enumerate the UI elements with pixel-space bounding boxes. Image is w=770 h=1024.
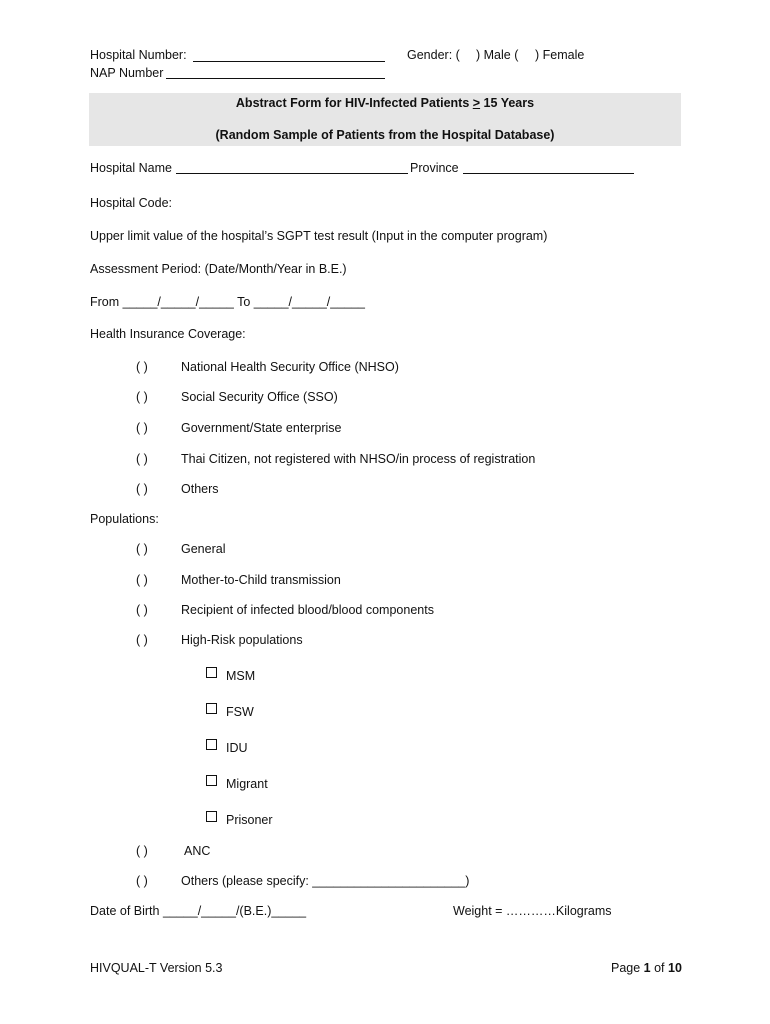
checkbox-msm[interactable] <box>206 667 217 678</box>
province-label: Province <box>410 161 459 175</box>
population-radio[interactable]: ( ) <box>136 542 148 556</box>
insurance-radio[interactable]: ( ) <box>136 390 148 404</box>
insurance-radio[interactable]: ( ) <box>136 360 148 374</box>
page-number: Page 1 of 10 <box>611 961 682 975</box>
insurance-option: Others <box>181 482 219 496</box>
insurance-option: Social Security Office (SSO) <box>181 390 338 404</box>
insurance-radio[interactable]: ( ) <box>136 482 148 496</box>
footer-version: HIVQUAL-T Version 5.3 <box>90 961 223 975</box>
high-risk-label: Migrant <box>226 777 268 791</box>
high-risk-label: IDU <box>226 741 248 755</box>
gender-male-option[interactable]: ) Male ( <box>476 48 519 62</box>
high-risk-label: FSW <box>226 705 254 719</box>
form-title: Abstract Form for HIV-Infected Patients > 15 Years <box>235 96 535 110</box>
nap-number-label: NAP Number <box>90 66 164 80</box>
gender-prefix: Gender: ( <box>407 48 460 62</box>
assessment-period-label: Assessment Period: (Date/Month/Year in B.E.) <box>90 262 347 276</box>
population-option: Mother-to-Child transmission <box>181 573 341 587</box>
population-radio[interactable]: ( ) <box>136 874 148 888</box>
nap-number-field[interactable] <box>166 78 385 79</box>
form-title-banner <box>89 93 681 146</box>
sgpt-text: Upper limit value of the hospital’s SGPT test result (Input in the computer program) <box>90 229 548 243</box>
hospital-name-label: Hospital Name <box>90 161 172 175</box>
province-field[interactable] <box>463 173 634 174</box>
populations-label: Populations: <box>90 512 159 526</box>
checkbox-migrant[interactable] <box>206 775 217 786</box>
population-radio[interactable]: ( ) <box>136 844 148 858</box>
hospital-number-label: Hospital Number: <box>90 48 187 62</box>
insurance-radio[interactable]: ( ) <box>136 421 148 435</box>
checkbox-idu[interactable] <box>206 739 217 750</box>
insurance-label: Health Insurance Coverage: <box>90 327 246 341</box>
hospital-code-label: Hospital Code: <box>90 196 172 210</box>
hospital-name-field[interactable] <box>176 173 408 174</box>
high-risk-label: Prisoner <box>226 813 273 827</box>
form-subtitle: (Random Sample of Patients from the Hospital Database) <box>215 128 555 142</box>
from-to-date-line[interactable]: From _____/_____/_____ To _____/_____/_____ <box>90 295 366 309</box>
checkbox-prisoner[interactable] <box>206 811 217 822</box>
population-radio[interactable]: ( ) <box>136 603 148 617</box>
insurance-option: National Health Security Office (NHSO) <box>181 360 399 374</box>
anc-option: ANC <box>184 844 211 858</box>
hospital-number-field[interactable] <box>193 61 385 62</box>
population-option: Recipient of infected blood/blood components <box>181 603 434 617</box>
checkbox-fsw[interactable] <box>206 703 217 714</box>
high-risk-label: MSM <box>226 669 256 683</box>
gender-female-option[interactable]: ) Female <box>535 48 585 62</box>
population-radio[interactable]: ( ) <box>136 633 148 647</box>
insurance-option: Government/State enterprise <box>181 421 342 435</box>
population-option: High-Risk populations <box>181 633 303 647</box>
weight-field[interactable]: Weight = …………Kilograms <box>453 904 612 918</box>
date-of-birth-field[interactable]: Date of Birth _____/_____/(B.E.)_____ <box>90 904 307 918</box>
insurance-option: Thai Citizen, not registered with NHSO/in process of registration <box>181 452 536 466</box>
population-option: General <box>181 542 226 556</box>
others-specify-option[interactable]: Others (please specify: ______________________) <box>181 874 470 888</box>
population-radio[interactable]: ( ) <box>136 573 148 587</box>
insurance-radio[interactable]: ( ) <box>136 452 148 466</box>
